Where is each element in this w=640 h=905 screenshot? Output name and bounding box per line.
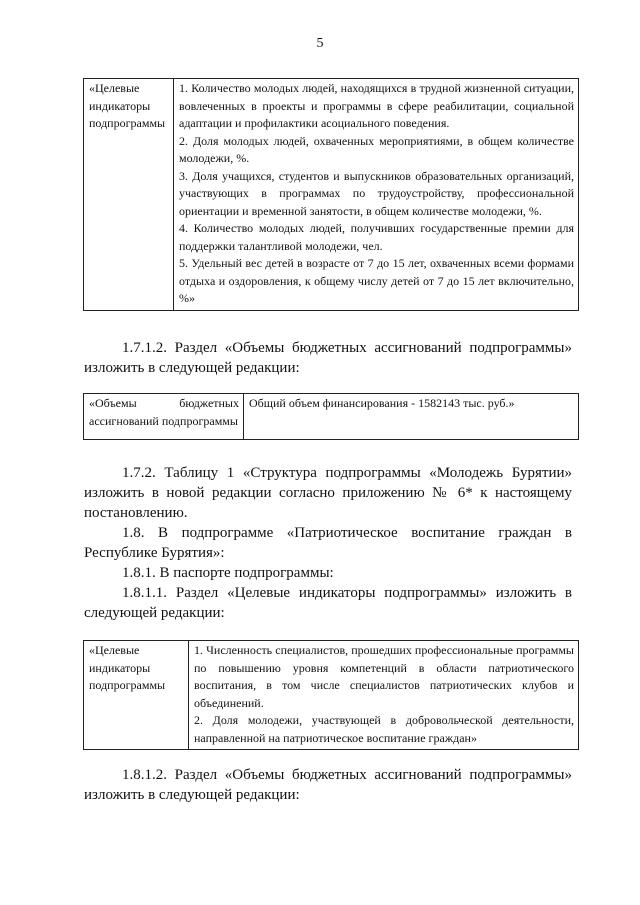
- indicator-item: 2. Доля молодежи, участвующей в добровольческой деятельности, направленной на патриотическое воспитание граждан»: [194, 713, 574, 745]
- paragraph-text: 1.8. В подпрограмме «Патриотическое воспитание граждан в Республике Бурятия»:: [84, 525, 572, 561]
- indicator-item: 5. Удельный вес детей в возрасте от 7 до 15 лет, охваченных всеми формами отдыха и оздоровления, к общему числу детей от 7 до 15 лет включительно, %»: [179, 256, 574, 305]
- target-indicators-values: [174, 79, 579, 311]
- paragraph-1-8-1: [84, 563, 572, 583]
- target-indicators-table: [83, 78, 579, 311]
- paragraph-1-7-1-2: [84, 338, 572, 378]
- page-number: 5: [316, 36, 324, 51]
- paragraph-text: 1.8.1. В паспорте подпрограммы:: [122, 565, 334, 581]
- indicator-item: 1. Количество молодых людей, находящихся в трудной жизненной ситуации, вовлеченных в проекты и программы в сфере реабилитации, социальной адаптации и профилактики асоциального поведения.: [179, 81, 574, 130]
- indicator-item: 4. Количество молодых людей, получивших государственные премии для поддержки талантливой молодежи, чел.: [179, 221, 574, 253]
- paragraph-1-8-1-1: [84, 583, 572, 623]
- patriotic-indicators-table: [83, 640, 579, 750]
- budget-allocations-label: «Объемы бюджетных ассигнований подпрограммы: [84, 394, 244, 440]
- paragraph-1-7-2: [84, 463, 572, 523]
- paragraph-text: 1.8.1.1. Раздел «Целевые индикаторы подпрограммы» изложить в следующей редакции:: [84, 585, 572, 621]
- paragraph-text: 1.8.1.2. Раздел «Объемы бюджетных ассигнований подпрограммы» изложить в следующей редакции:: [84, 767, 572, 803]
- patriotic-indicators-label: «Целевые индикаторы подпрограммы: [84, 641, 189, 750]
- target-indicators-label: «Целевые индикаторы подпрограммы: [84, 79, 174, 311]
- paragraph-text: 1.7.2. Таблицу 1 «Структура подпрограммы «Молодежь Бурятии» изложить в новой редакции согласно приложению № 6* к настоящему постановлению.: [84, 465, 572, 521]
- paragraph-1-8-1-2: [84, 765, 572, 805]
- budget-allocations-table: [83, 393, 579, 440]
- patriotic-indicators-values: [189, 641, 579, 750]
- indicator-item: 3. Доля учащихся, студентов и выпускников образовательных организаций, участвующих в программах по трудоустройству, профессиональной ориентации и временной занятости, в общем количестве молодежи, %.: [179, 168, 574, 218]
- paragraph-1-8: [84, 523, 572, 563]
- indicator-item: 1. Численность специалистов, прошедших профессиональные программы по повышению уровня компетенций в области патриотического воспитания, в том числе специалистов патриотических клубов и объединений.: [194, 643, 574, 710]
- budget-allocations-value: Общий объем финансирования - 1582143 тыс. руб.»: [244, 394, 579, 440]
- indicator-item: 2. Доля молодых людей, охваченных мероприятиями, в общем количестве молодежи, %.: [179, 133, 574, 165]
- paragraph-text: 1.7.1.2. Раздел «Объемы бюджетных ассигнований подпрограммы» изложить в следующей редакции:: [84, 340, 572, 376]
